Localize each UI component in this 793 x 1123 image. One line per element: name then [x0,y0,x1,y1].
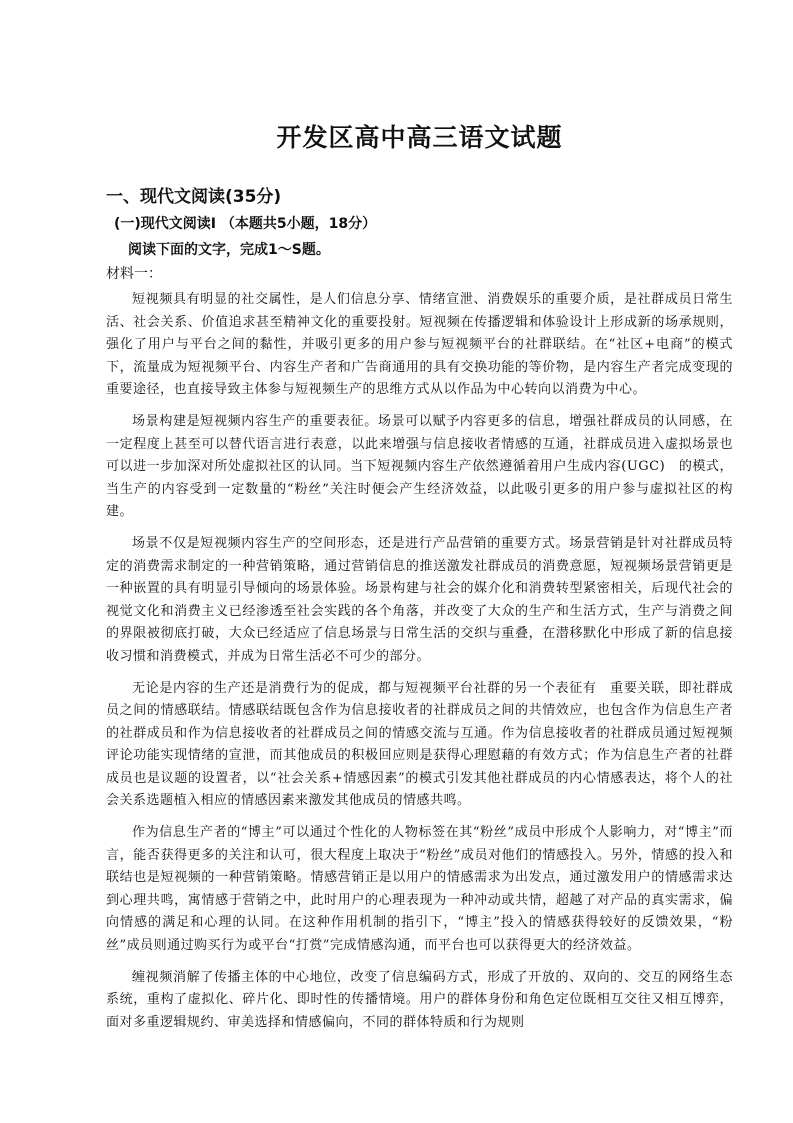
reading-instruction: 阅读下面的文字，完成1～S题。 [128,242,330,258]
passage-paragraph: 短视频具有明显的社交属性，是人们信息分享、情绪宣泄、消费娱乐的重要介质，是社群成员日常生活、社会关系、价值追求甚至精神文化的重要投射。短视频在传播逻辑和体验设计上形成新的场承规则，强化了用户与平台之间的黏性，并吸引更多的用户参与短视频平台的社群联结。在“社区+电商”的模式下，流量成为短视频平台、内容生产者和广告商通用的具有交换功能的等价物，是内容生产者完成变现的重要途径，也直接导致主体参与短视频生产的思维方式从以作品为中心转向以消费为中心。 [106,292,733,398]
passage-paragraph: 无论是内容的生产还是消费行为的促成，都与短视频平台社群的另一个表征有 重要关联，即社群成员之间的情感联结。情感联结既包含作为信息接收者的社群成员之间的共情效应，也包含作为信息生产者的社群成员和作为信息接收者的社群成员之间的情感交流与互通。作为信息接收者的社群成员通过短视频评论功能实现情绪的宣泄，而其他成员的积极回应则是获得心理慰藉的有效方式；作为信息生产者的社群成员也是议题的设置者，以“社会关系+情感因素”的模式引发其他社群成员的内心情感表达，将个人的社会关系选题植入相应的情感因素来激发其他成员的情感共鸣。 [106,680,733,809]
passage-paragraph: 作为信息生产者的“博主”可以通过个性化的人物标签在其“粉丝”成员中形成个人影响力，对“博主”而言，能否获得更多的关注和认可，很大程度上取决于“粉丝”成员对他们的情感投入。另外，情感的投入和联结也是短视频的一种营销策略。情感营销正是以用户的情感需求为出发点，通过激发用户的情感需求达到心理共鸣，寓情感于营销之中，此时用户的心理表现为一种冲动或共情，超越了对产品的真实需求，偏向情感的满足和心理的认同。在这种作用机制的指引下，“博主”投入的情感获得较好的反馈效果，“粉丝”成员则通过购买行为或平台“打赏”完成情感沟通，而平台也可以获得更大的经济效益。 [106,825,733,954]
passage-paragraph: 场景不仅是短视频内容生产的空间形态，还是进行产品营销的重要方式。场景营销是针对社群成员特定的消费需求制定的一种营销策略，通过营销信息的推送激发社群成员的消费意愿，短视频场景营销更是一种嵌置的具有明显引导倾向的场景体验。场景构建与社会的媒介化和消费转型紧密相关，后现代社会的视觉文化和消费主义已经渗透至社会实践的各个角落，并改变了大众的生产和生活方式，生产与消费之间的界限被彻底打破，大众已经适应了信息场景与日常生活的交织与重叠，在潜移默化中形成了新的信息接收习惯和消费模式，并成为日常生活必不可少的部分。 [106,535,733,664]
passage-body [106,289,733,1034]
passage-paragraph: 缠视频消解了传播主体的中心地位，改变了信息编码方式，形成了开放的、双向的、交互的网络生态系统，重构了虚拟化、碎片化、即时性的传播情境。用户的群体身份和角色定位既相互交往又相互博弈，面对多重逻辑规约、审美选择和情感偏向，不同的群体特质和行为规则 [106,969,733,1030]
passage-paragraph: 场景构建是短视频内容生产的重要表征。场景可以赋予内容更多的信息，增强社群成员的认同感，在一定程度上甚至可以替代语言进行表意，以此来增强与信息接收者情感的互通，社群成员进入虚拟场景也可以进一步加深对所处虚拟社区的认同。当下短视频内容生产依然遵循着用户生成内容(UGC) 的模式，当生产的内容受到一定数量的“粉丝”关注时便会产生经济效益，以此吸引更多的用户参与虚拟社区的构建。 [106,413,733,520]
page-title: 开发区高中高三语文试题 [276,123,563,152]
subsection-heading: (一)现代文阅读I （本题共5小题，18分） [114,216,377,232]
section-heading: 一、现代文阅读(35分) [106,187,282,207]
material-label: 材料一： [106,266,162,282]
